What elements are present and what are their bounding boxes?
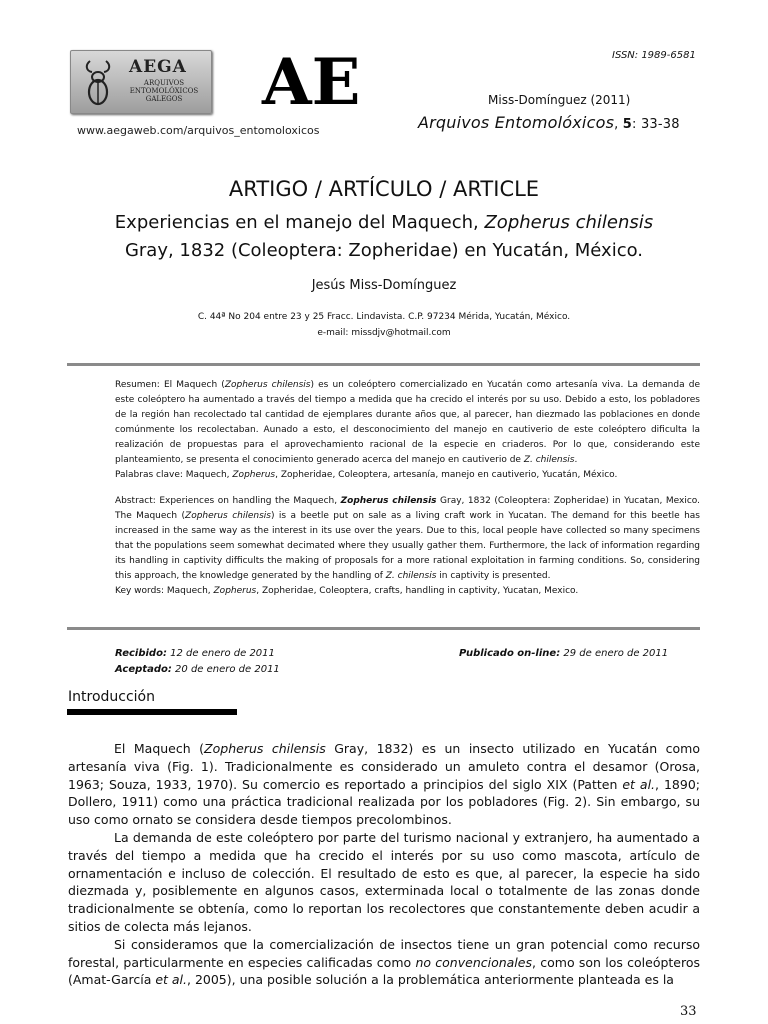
- accepted-value: 20 de enero de 2011: [171, 664, 280, 675]
- received-date: [115, 648, 275, 659]
- title-species: Zopherus chilensis: [484, 212, 654, 233]
- author-email[interactable]: e-mail: missdjv@hotmail.com: [317, 328, 451, 338]
- key-words-1: Maquech,: [164, 586, 214, 596]
- journal-citation: Arquivos Entomolóxicos, 5: 33-38: [418, 113, 680, 132]
- abstract-label: Abstract:: [115, 496, 156, 506]
- resumen-block: [115, 378, 700, 483]
- resumen-species-short: Z. chilensis: [523, 455, 575, 465]
- resumen-text: El Maquech (: [163, 380, 225, 390]
- author-name: Jesús Miss-Domínguez: [311, 278, 457, 293]
- p1-text-c: , 1890; Dollero, 1911) como una práctica tradicional realizada por los pobladores (Fig. 2). Sin embargo, su uso como ornato se considera desde tiempos precolombinos.: [68, 776, 700, 828]
- p1-species: Zopherus chilensis: [204, 741, 326, 756]
- title-part2: Gray, 1832 (Coleoptera: Zopheridae) en Yucatán, México: [124, 240, 638, 261]
- key-words-label: Key words:: [115, 586, 165, 596]
- abstract-species: Zopherus chilensis: [185, 511, 271, 521]
- journal-pages: : 33-38: [632, 117, 680, 132]
- p1-text-a: El Maquech (: [114, 741, 205, 756]
- key-words-genus: Zopherus: [213, 586, 257, 596]
- p3-text-b: , como son los coleópteros (Amat-García: [68, 954, 701, 988]
- palabras-clave-2: , Zopheridae, Coleoptera, artesanía, manejo en cautiverio, Yucatán, México.: [275, 470, 618, 480]
- resumen-label: Resumen:: [115, 380, 160, 390]
- resumen-text-3: .: [574, 455, 578, 465]
- section-title-introduccion: Introducción: [68, 689, 155, 705]
- published-date: [459, 648, 668, 659]
- p3-etal: et al.: [155, 972, 187, 988]
- abstract-text-4: in captivity is presented.: [436, 571, 551, 581]
- accepted-date: [115, 664, 280, 675]
- author-address-block: [0, 309, 768, 341]
- journal-name: Arquivos Entomolóxicos: [418, 113, 615, 132]
- divider-bottom: [67, 627, 700, 630]
- published-label: Publicado on-line:: [459, 648, 561, 659]
- journal-volume: 5: [622, 117, 633, 132]
- page-number: 33: [680, 1004, 697, 1019]
- palabras-clave-genus: Zopherus: [232, 470, 276, 480]
- abstract-text-2: Gray, 1832 (Coleoptera: Zopheridae) in Yucatan, Mexico. The Maquech (: [115, 496, 701, 521]
- article-title: Experiencias en el manejo del Maquech, Zopherus chilensis Gray, 1832 (Coleoptera: Zopheridae) en Yucatán, México.: [114, 212, 654, 261]
- paragraph-1: [68, 740, 700, 829]
- received-value: 12 de enero de 2011: [166, 648, 275, 659]
- author-address: C. 44ª No 204 entre 23 y 25 Fracc. Lindavista. C.P. 97234 Mérida, Yucatán, México.: [197, 312, 571, 322]
- p3-emphasis: no convencionales: [415, 954, 532, 970]
- accepted-label: Aceptado:: [115, 664, 172, 675]
- abstract-block: [115, 494, 700, 599]
- resumen-text-2: ) es un coleóptero comercializado en Yucatán como artesanía viva. La demanda de este coleóptero ha aumentado a través del tiempo a medida que ha crecido el interés por su uso. Debido a esto, los pobladores de la región han recolectado tal cantidad de ejemplares durante años que, al parecer, han diezmado las poblaciones en donde comúnmente los recolectaban. Aunado a esto, el desconocimiento del manejo en cautiverio de este coleóptero dificulta la realización de propuestas para el aprovechamiento racional de la especie en criaderos. Por lo que, considerando este planteamiento, se presenta el conocimiento generado acerca del manejo en cautiverio de: [115, 380, 700, 465]
- divider-top: [67, 363, 700, 366]
- author-reference: Miss-Domínguez (2011): [488, 93, 631, 107]
- issn: ISSN: 1989-6581: [612, 50, 696, 61]
- logo-name: AEGA: [129, 57, 187, 77]
- body-text: [68, 740, 700, 989]
- beetle-logo-icon: [81, 57, 115, 107]
- article-type-label: ARTIGO / ARTÍCULO / ARTICLE: [228, 177, 540, 201]
- published-value: 29 de enero de 2011: [560, 648, 669, 659]
- title-part1: Experiencias en el manejo del Maquech,: [114, 212, 479, 233]
- p1-etal: et al.: [622, 776, 656, 792]
- received-label: Recibido:: [115, 648, 167, 659]
- abstract-species-short: Z. chilensis: [385, 571, 437, 581]
- paragraph-2: La demanda de este coleóptero por parte del turismo nacional y extranjero, ha aumentado a través del tiempo a medida que ha crecido el interés por su uso como mascota, artículo de ornamentación e incluso de colección. El resultado de esto es que, al parecer, la especie ha sido diezmada y, posiblemente en algunos casos, exterminada local o totalmente de las zonas donde tradicionalmente se obtenía, como lo reportan los recolectores que constantemente deben acudir a sitios de colecta más lejanos.: [68, 829, 700, 934]
- abstract-text-1: Experiences on handling the Maquech,: [155, 496, 341, 506]
- p3-text-c: , 2005), una posible solución a la problemática anteriormente planteada es la: [187, 972, 674, 988]
- section-underline: [67, 709, 237, 715]
- logo-subtitle: ARQUIVOS ENTOMOLÓXICOS GALEGOS: [129, 79, 199, 103]
- paragraph-3: [68, 936, 700, 989]
- ae-mark-text: AE: [262, 45, 361, 120]
- palabras-clave-label: Palabras clave:: [115, 470, 183, 480]
- ae-journal-mark: [262, 45, 361, 120]
- key-words-2: , Zopheridae, Coleoptera, crafts, handling in captivity, Yucatan, Mexico.: [256, 586, 579, 596]
- abstract-species-bold: Zopherus chilensis: [340, 496, 437, 506]
- p3-text-a: Si consideramos que la comercialización de insectos tiene un gran potencial como recurso forestal, particularmente en especies calificadas como: [68, 936, 700, 970]
- journal-url[interactable]: www.aegaweb.com/arquivos_entomoloxicos: [77, 124, 320, 137]
- palabras-clave-1: Maquech,: [182, 470, 233, 480]
- resumen-species: Zopherus chilensis: [224, 380, 311, 390]
- p1-text-b: Gray, 1832) es un insecto utilizado en Yucatán como artesanía viva (Fig. 1). Tradicionalmente es considerado un amuleto contra el desamor (Orosa, 1963; Souza, 1933, 1970). Su comercio es reportado a principios del siglo XIX (Patten: [68, 741, 700, 792]
- aega-logo: [70, 50, 212, 114]
- abstract-text-3: ) is a beetle put on sale as a living craft work in Yucatan. The demand for this beetle has increased in the same way as the interest in its use over the years. Due to this, local people have collected so many specimens that the populations seem somewhat decimated where they usually gather them. Furthermore, the lack of information regarding its handling in captivity difficults the making of proposals for a more rational exploitation in farming conditions. So, considering this approach, the knowledge generated by the handling of: [115, 511, 700, 581]
